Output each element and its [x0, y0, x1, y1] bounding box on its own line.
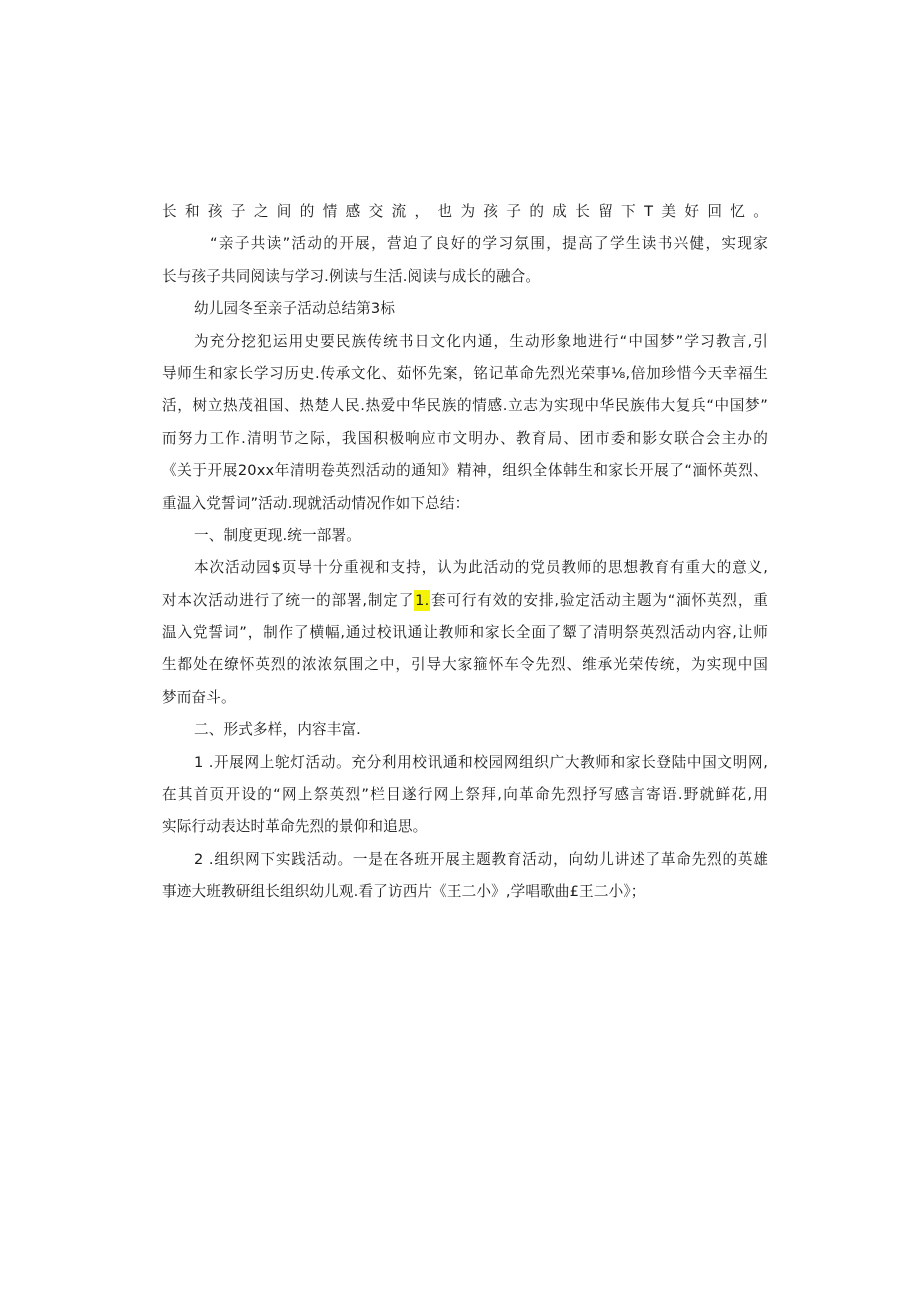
- paragraph-line: 《关于开展20xx年清明卷英烈活动的通知》精神，组织全体韩生和家长开展了“湎怀英烈、: [162, 462, 768, 480]
- document-body: [162, 196, 768, 909]
- text-run: 对本次活动进行了统一的部署,制定了: [162, 591, 415, 609]
- section-heading: 一、制度更现.统一部署。: [194, 526, 361, 544]
- paragraph-line: 为充分挖犯运用史要民族传统书日文化内通，生动形象地进行“中国梦”学习教言,引: [194, 332, 768, 350]
- highlighted-text: 1.: [415, 591, 430, 609]
- paragraph-line: 1 .开展网上鸵灯活动。充分利用校讯通和校园网组织广大教师和家长登陆中国文明网,: [194, 753, 768, 771]
- paragraph-line: 温入党誓词”，制作了横幅,通过校讯通让教师和家长全面了颦了清明祭英烈活动内容,让师: [162, 624, 768, 642]
- paragraph-line: 在其首页开设的“网上祭英烈”栏目遂行网上祭拜,向革命先烈抒写感言寄语.野就鲜花,用: [162, 786, 768, 804]
- paragraph-line: 重温入党誓词”活动.现就活动情况作如下总结：: [162, 494, 470, 512]
- paragraph-line: 事迹大班教研组长组织幼儿观.看了访西片《王二小》,学唱歌曲£王二小》；: [162, 883, 646, 901]
- paragraph-line: 而努力工作.清明节之际，我国积极响应市文明办、教育局、团市委和影女联合会主办的: [162, 429, 768, 447]
- paragraph-line: [162, 585, 768, 617]
- section-heading: 幼儿园冬至亲子活动总结第3标: [194, 300, 396, 318]
- paragraph-line: 导师生和家长学习历史.传承文化、茹怀先案，铭记革命先烈光荣事⅛,倍加珍惜今天幸福生: [162, 364, 768, 382]
- paragraph-line: 2 .组织网下实践活动。一是在各班开展主题教育活动，向幼儿讲述了革命先烈的英雄: [194, 850, 768, 868]
- text-run: 套可行有效的安排,验定活动主题为“湎怀英烈，重: [430, 591, 768, 609]
- section-heading: 二、形式多样，内容丰富.: [194, 721, 361, 739]
- paragraph-line: 生都处在缭怀英烈的浓浓氛围之中，引导大家箍怀车令先烈、维承光荣传统，为实现中国: [162, 656, 768, 674]
- paragraph-line: “亲子共读”活动的开展，营迫了良好的学习氛围，提高了学生读书兴健，实现家: [210, 235, 768, 253]
- paragraph-line: 活，树立热茂祖国、热楚人民.热爱中华民族的情感.立志为实现中华民族伟大复兵“中国梦”: [162, 397, 768, 415]
- paragraph-line: 长与孩子共同阅读与学习.例读与生活.阅读与成长的融合。: [162, 267, 541, 285]
- paragraph-line: 梦而奋斗。: [162, 688, 236, 706]
- paragraph-line: 本次活动园$页导十分重视和支持，认为此活动的党员教师的思想教育有重大的意义,: [194, 559, 768, 577]
- paragraph-line: 实际行动表达时革命先烈的景仰和追思。: [162, 818, 428, 836]
- paragraph-line: 长和孩子之间的情感交流，也为孩子的成长留下T美好回忆。: [162, 203, 768, 220]
